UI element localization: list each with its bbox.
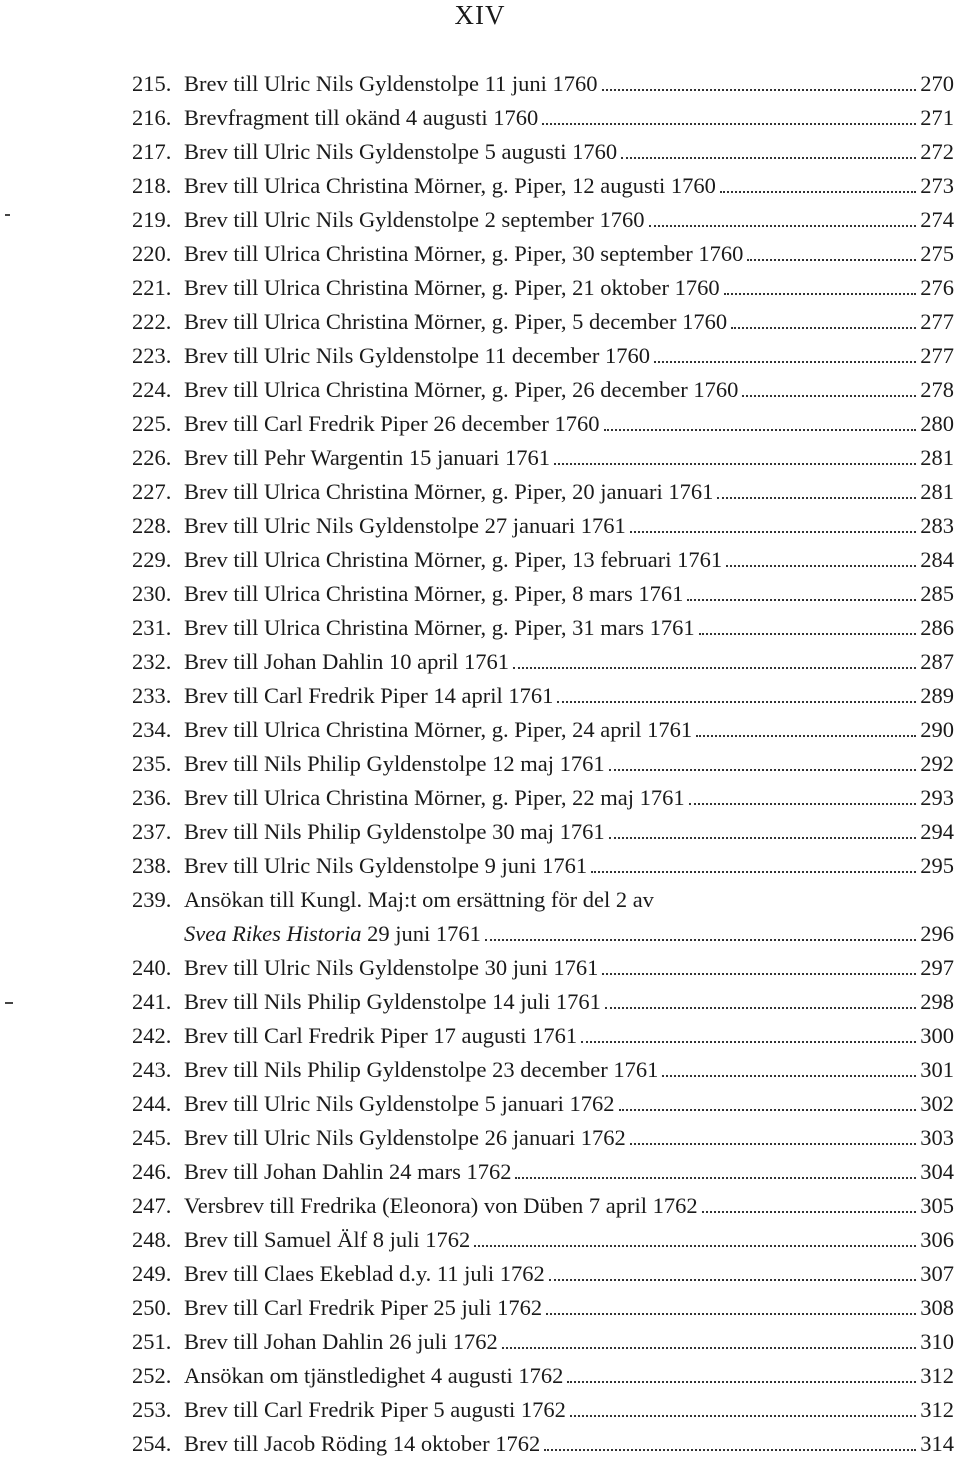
entry-page-number: 277 bbox=[920, 309, 954, 334]
dot-leader bbox=[602, 89, 917, 91]
toc-entry bbox=[132, 1223, 954, 1257]
entry-title: Brev till Nils Philip Gyldenstolpe 14 juli 1761 bbox=[184, 989, 601, 1014]
entry-page-number: 308 bbox=[920, 1295, 954, 1320]
dot-leader bbox=[544, 1449, 916, 1451]
entry-number: 216. bbox=[132, 105, 172, 130]
entry-title: Brev till Ulrica Christina Mörner, g. Piper, 12 augusti 1760 bbox=[184, 173, 716, 198]
entry-page-number: 304 bbox=[920, 1159, 954, 1184]
toc-entry bbox=[132, 611, 954, 645]
entry-page-number: 314 bbox=[920, 1431, 954, 1456]
entry-number: 245. bbox=[132, 1125, 172, 1150]
entry-title: Brev till Johan Dahlin 26 juli 1762 bbox=[184, 1329, 498, 1354]
entry-number: 234. bbox=[132, 717, 172, 742]
entry-title: Brev till Nils Philip Gyldenstolpe 23 december 1761 bbox=[184, 1057, 659, 1082]
margin-tick-mark bbox=[5, 214, 10, 216]
toc-entry bbox=[132, 645, 954, 679]
entry-title: Brev till Carl Fredrik Piper 5 augusti 1762 bbox=[184, 1397, 566, 1422]
entry-title: Brev till Pehr Wargentin 15 januari 1761 bbox=[184, 445, 551, 470]
entry-page-number: 277 bbox=[920, 343, 954, 368]
entry-title: Brev till Ulric Nils Gyldenstolpe 2 september 1760 bbox=[184, 207, 645, 232]
dot-leader bbox=[604, 429, 917, 431]
margin-dash-mark bbox=[5, 1002, 13, 1004]
table-of-contents bbox=[132, 67, 954, 1461]
entry-title: Brev till Ulric Nils Gyldenstolpe 5 augusti 1760 bbox=[184, 139, 618, 164]
toc-entry bbox=[132, 373, 954, 407]
entry-page-number: 307 bbox=[920, 1261, 954, 1286]
toc-entry bbox=[132, 985, 954, 1019]
entry-number: 243. bbox=[132, 1057, 172, 1082]
dot-leader bbox=[474, 1245, 916, 1247]
entry-number: 244. bbox=[132, 1091, 172, 1116]
entry-page-number: 303 bbox=[920, 1125, 954, 1150]
entry-title: Brev till Ulrica Christina Mörner, g. Piper, 31 mars 1761 bbox=[184, 615, 695, 640]
toc-entry bbox=[132, 1359, 954, 1393]
entry-number: 250. bbox=[132, 1295, 172, 1320]
toc-entry bbox=[132, 67, 954, 101]
entry-page-number: 281 bbox=[920, 445, 954, 470]
toc-entry bbox=[132, 1053, 954, 1087]
entry-title: Brev till Ulric Nils Gyldenstolpe 11 december 1760 bbox=[184, 343, 650, 368]
dot-leader bbox=[570, 1415, 916, 1417]
toc-entry bbox=[132, 475, 954, 509]
dot-leader bbox=[609, 837, 917, 839]
entry-title: Brev till Nils Philip Gyldenstolpe 30 maj 1761 bbox=[184, 819, 605, 844]
dot-leader bbox=[654, 361, 916, 363]
entry-title: Brev till Ulrica Christina Mörner, g. Piper, 30 september 1760 bbox=[184, 241, 744, 266]
dot-leader bbox=[696, 735, 916, 737]
dot-leader bbox=[605, 1007, 916, 1009]
entry-page-number: 287 bbox=[920, 649, 954, 674]
dot-leader bbox=[602, 973, 916, 975]
entry-page-number: 312 bbox=[920, 1363, 954, 1388]
toc-entry bbox=[132, 509, 954, 543]
entry-number: 238. bbox=[132, 853, 172, 878]
dot-leader bbox=[554, 463, 916, 465]
dot-leader bbox=[747, 259, 916, 261]
entry-title: Brev till Ulric Nils Gyldenstolpe 27 januari 1761 bbox=[184, 513, 626, 538]
toc-entry bbox=[132, 135, 954, 169]
entry-number: 224. bbox=[132, 377, 172, 402]
entry-title: Brev till Ulrica Christina Mörner, g. Piper, 5 december 1760 bbox=[184, 309, 728, 334]
toc-entry bbox=[132, 781, 954, 815]
toc-entry bbox=[132, 1155, 954, 1189]
entry-title: Brev till Ulric Nils Gyldenstolpe 26 januari 1762 bbox=[184, 1125, 626, 1150]
entry-number: 248. bbox=[132, 1227, 172, 1252]
entry-number: 221. bbox=[132, 275, 172, 300]
dot-leader bbox=[720, 191, 916, 193]
entry-title: Brev till Carl Fredrik Piper 14 april 1761 bbox=[184, 683, 554, 708]
entry-title: Brev till Carl Fredrik Piper 25 juli 1762 bbox=[184, 1295, 543, 1320]
dot-leader bbox=[591, 871, 916, 873]
entry-page-number: 300 bbox=[920, 1023, 954, 1048]
toc-entry bbox=[132, 339, 954, 373]
toc-entry bbox=[132, 407, 954, 441]
toc-entry bbox=[132, 679, 954, 713]
dot-leader bbox=[502, 1347, 917, 1349]
entry-number: 252. bbox=[132, 1363, 172, 1388]
entry-page-number: 293 bbox=[920, 785, 954, 810]
entry-number: 227. bbox=[132, 479, 172, 504]
entry-number: 222. bbox=[132, 309, 172, 334]
dot-leader bbox=[717, 497, 916, 499]
entry-number: 249. bbox=[132, 1261, 172, 1286]
entry-title: Versbrev till Fredrika (Eleonora) von Düben 7 april 1762 bbox=[184, 1193, 698, 1218]
toc-entry bbox=[132, 237, 954, 271]
entry-number: 229. bbox=[132, 547, 172, 572]
entry-title: Brev till Ulrica Christina Mörner, g. Piper, 8 mars 1761 bbox=[184, 581, 684, 606]
entry-page-number: 305 bbox=[920, 1193, 954, 1218]
entry-number: 247. bbox=[132, 1193, 172, 1218]
entry-title: Brev till Ulrica Christina Mörner, g. Piper, 21 oktober 1760 bbox=[184, 275, 720, 300]
entry-number: 239. bbox=[132, 887, 172, 912]
entry-number: 240. bbox=[132, 955, 172, 980]
entry-number: 223. bbox=[132, 343, 172, 368]
entry-title: Brev till Ulric Nils Gyldenstolpe 5 januari 1762 bbox=[184, 1091, 615, 1116]
dot-leader bbox=[609, 769, 917, 771]
toc-entry bbox=[132, 305, 954, 339]
entry-page-number: 276 bbox=[920, 275, 954, 300]
toc-entry bbox=[132, 1427, 954, 1461]
toc-entry bbox=[132, 271, 954, 305]
toc-entry bbox=[132, 1189, 954, 1223]
toc-entry bbox=[132, 543, 954, 577]
entry-page-number: 271 bbox=[920, 105, 954, 130]
entry-page-number: 295 bbox=[920, 853, 954, 878]
entry-title: Brev till Ulrica Christina Mörner, g. Piper, 22 maj 1761 bbox=[184, 785, 685, 810]
entry-title: Brev till Ulrica Christina Mörner, g. Piper, 26 december 1760 bbox=[184, 377, 739, 402]
toc-entry bbox=[132, 951, 954, 985]
toc-entry bbox=[132, 815, 954, 849]
entry-page-number: 285 bbox=[920, 581, 954, 606]
entry-number: 226. bbox=[132, 445, 172, 470]
entry-page-number: 272 bbox=[920, 139, 954, 164]
entry-number: 230. bbox=[132, 581, 172, 606]
entry-page-number: 286 bbox=[920, 615, 954, 640]
toc-entry bbox=[132, 101, 954, 135]
entry-number: 233. bbox=[132, 683, 172, 708]
entry-number: 246. bbox=[132, 1159, 172, 1184]
dot-leader bbox=[687, 599, 916, 601]
entry-title: Brev till Claes Ekeblad d.y. 11 juli 1762 bbox=[184, 1261, 545, 1286]
toc-entry bbox=[132, 1325, 954, 1359]
entry-number: 219. bbox=[132, 207, 172, 232]
toc-entry bbox=[132, 883, 954, 917]
toc-entry bbox=[132, 1087, 954, 1121]
entry-title-italic: Svea Rikes Historia bbox=[184, 921, 362, 946]
dot-leader bbox=[662, 1075, 916, 1077]
entry-page-number: 275 bbox=[920, 241, 954, 266]
entry-title: Brev till Ulric Nils Gyldenstolpe 30 juni 1761 bbox=[184, 955, 599, 980]
toc-entry bbox=[132, 441, 954, 475]
entry-page-number: 283 bbox=[920, 513, 954, 538]
entry-page-number: 289 bbox=[920, 683, 954, 708]
dot-leader bbox=[546, 1313, 916, 1315]
entry-page-number: 284 bbox=[920, 547, 954, 572]
entry-title: Brev till Jacob Röding 14 oktober 1762 bbox=[184, 1431, 541, 1456]
dot-leader bbox=[731, 327, 916, 329]
toc-entry bbox=[132, 1019, 954, 1053]
entry-page-number: 270 bbox=[920, 71, 954, 96]
entry-page-number: 290 bbox=[920, 717, 954, 742]
entry-title-rest: 29 juni 1761 bbox=[361, 921, 481, 946]
entry-page-number: 297 bbox=[920, 955, 954, 980]
dot-leader bbox=[549, 1279, 916, 1281]
entry-page-number: 273 bbox=[920, 173, 954, 198]
dot-leader bbox=[724, 293, 917, 295]
entry-number: 225. bbox=[132, 411, 172, 436]
dot-leader bbox=[581, 1041, 916, 1043]
toc-entry-continuation bbox=[132, 917, 954, 951]
toc-entry bbox=[132, 203, 954, 237]
dot-leader bbox=[515, 1177, 916, 1179]
entry-number: 242. bbox=[132, 1023, 172, 1048]
dot-leader bbox=[649, 225, 917, 227]
entry-title: Brev till Ulric Nils Gyldenstolpe 9 juni 1761 bbox=[184, 853, 588, 878]
toc-entry bbox=[132, 1393, 954, 1427]
dot-leader bbox=[742, 395, 916, 397]
entry-number: 237. bbox=[132, 819, 172, 844]
entry-page-number: 310 bbox=[920, 1329, 954, 1354]
entry-page-number: 292 bbox=[920, 751, 954, 776]
entry-number: 217. bbox=[132, 139, 172, 164]
entry-number: 220. bbox=[132, 241, 172, 266]
dot-leader bbox=[726, 565, 916, 567]
entry-title: Brev till Johan Dahlin 24 mars 1762 bbox=[184, 1159, 512, 1184]
entry-page-number: 274 bbox=[920, 207, 954, 232]
entry-page-number: 302 bbox=[920, 1091, 954, 1116]
entry-page-number: 278 bbox=[920, 377, 954, 402]
entry-title: Brev till Johan Dahlin 10 april 1761 bbox=[184, 649, 509, 674]
dot-leader bbox=[557, 701, 916, 703]
toc-entry bbox=[132, 577, 954, 611]
entry-page-number: 294 bbox=[920, 819, 954, 844]
dot-leader bbox=[485, 939, 916, 941]
entry-number: 232. bbox=[132, 649, 172, 674]
dot-leader bbox=[621, 157, 916, 159]
entry-title: Brev till Carl Fredrik Piper 26 december 1760 bbox=[184, 411, 600, 436]
toc-entry bbox=[132, 713, 954, 747]
toc-entry bbox=[132, 1291, 954, 1325]
entry-number: 235. bbox=[132, 751, 172, 776]
toc-entry bbox=[132, 747, 954, 781]
page-number: XIV bbox=[454, 0, 506, 30]
toc-entry bbox=[132, 849, 954, 883]
dot-leader bbox=[542, 123, 916, 125]
entry-number: 236. bbox=[132, 785, 172, 810]
dot-leader bbox=[702, 1211, 917, 1213]
toc-entry bbox=[132, 1121, 954, 1155]
entry-page-number: 280 bbox=[920, 411, 954, 436]
dot-leader bbox=[689, 803, 917, 805]
entry-page-number: 298 bbox=[920, 989, 954, 1014]
entry-title: Brev till Ulrica Christina Mörner, g. Piper, 13 februari 1761 bbox=[184, 547, 723, 572]
toc-entry bbox=[132, 1257, 954, 1291]
entry-page-number: 301 bbox=[920, 1057, 954, 1082]
entry-number: 251. bbox=[132, 1329, 172, 1354]
entry-title: Brev till Ulrica Christina Mörner, g. Piper, 24 april 1761 bbox=[184, 717, 693, 742]
dot-leader bbox=[699, 633, 917, 635]
entry-number: 231. bbox=[132, 615, 172, 640]
dot-leader bbox=[567, 1381, 916, 1383]
entry-number: 241. bbox=[132, 989, 172, 1014]
dot-leader bbox=[619, 1109, 917, 1111]
entry-page-number: 296 bbox=[920, 921, 954, 946]
entry-page-number: 306 bbox=[920, 1227, 954, 1252]
entry-title: Ansökan om tjänstledighet 4 augusti 1762 bbox=[184, 1363, 564, 1388]
entry-title-line2 bbox=[184, 917, 481, 951]
entry-number: 218. bbox=[132, 173, 172, 198]
entry-title: Brev till Samuel Älf 8 juli 1762 bbox=[184, 1227, 471, 1252]
dot-leader bbox=[630, 1143, 916, 1145]
toc-entry bbox=[132, 169, 954, 203]
dot-leader bbox=[630, 531, 916, 533]
entry-title-line1: Ansökan till Kungl. Maj:t om ersättning för del 2 av bbox=[184, 887, 654, 912]
entry-title: Brev till Ulrica Christina Mörner, g. Piper, 20 januari 1761 bbox=[184, 479, 714, 504]
dot-leader bbox=[513, 667, 916, 669]
entry-title: Brevfragment till okänd 4 augusti 1760 bbox=[184, 105, 539, 130]
entry-number: 253. bbox=[132, 1397, 172, 1422]
entry-title: Brev till Carl Fredrik Piper 17 augusti 1761 bbox=[184, 1023, 578, 1048]
entry-number: 215. bbox=[132, 71, 172, 96]
entry-number: 228. bbox=[132, 513, 172, 538]
entry-number: 254. bbox=[132, 1431, 172, 1456]
entry-title: Brev till Ulric Nils Gyldenstolpe 11 juni 1760 bbox=[184, 71, 598, 96]
entry-page-number: 281 bbox=[920, 479, 954, 504]
entry-page-number: 312 bbox=[920, 1397, 954, 1422]
entry-title: Brev till Nils Philip Gyldenstolpe 12 maj 1761 bbox=[184, 751, 605, 776]
